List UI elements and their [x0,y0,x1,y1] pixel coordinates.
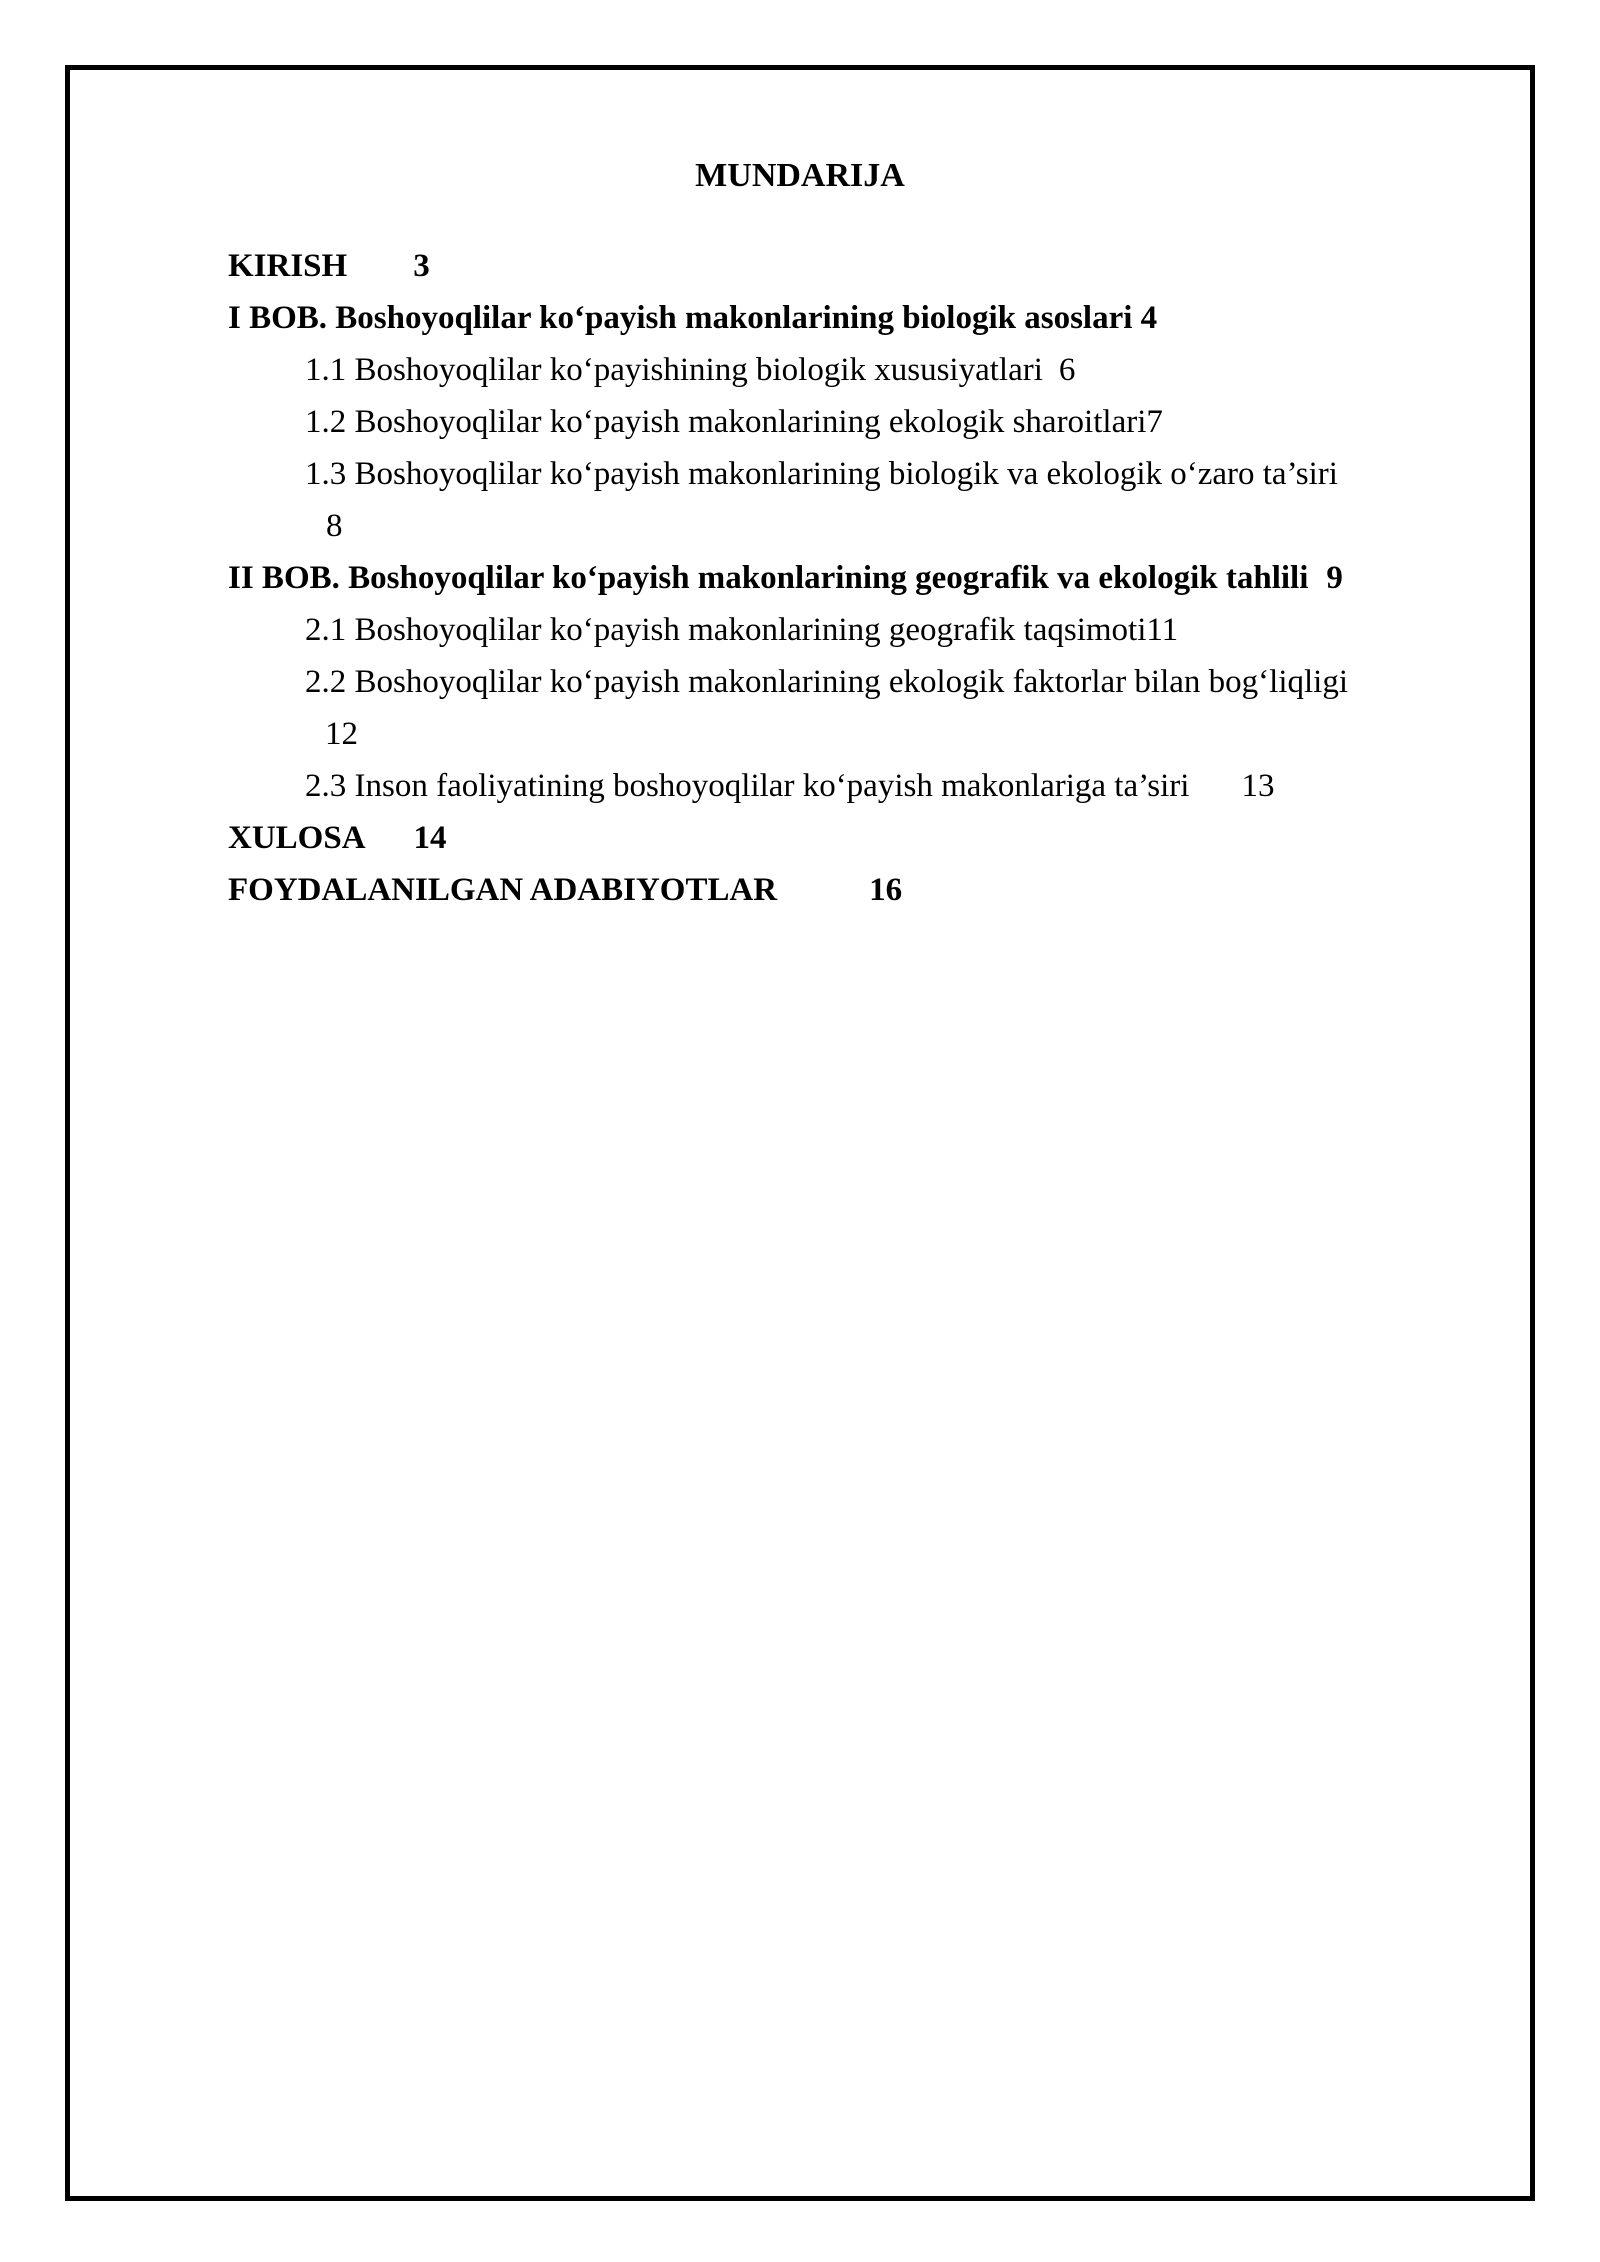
toc-entry-label: II BOB. Boshoyoqlilar ko‘payish makonlarining geografik va ekologik tahlili [228,560,1309,596]
toc-entry-page: 14 [413,820,447,856]
toc-entry-label: XULOSA [228,820,366,856]
page-title: MUNDARIJA [695,157,905,194]
toc-entry-page: 7 [1146,404,1163,440]
toc-entry-page: 11 [1146,612,1179,648]
toc-entry-2-1[interactable] [228,604,1428,656]
toc-entry-2-2-page: 12 [325,716,358,752]
toc-entry-1-3-page: 8 [326,508,343,544]
toc-entry-adabiyotlar[interactable] [228,864,1428,916]
toc-entry-label: 2.1 Boshoyoqlilar ko‘payish makonlarining geografik taqsimoti [305,612,1147,648]
toc-entry-page: 13 [1241,768,1275,804]
toc-entry-page: 4 [1140,300,1158,336]
toc-entry-label: 1.2 Boshoyoqlilar ko‘payish makonlarining ekologik sharoitlari [305,404,1147,440]
toc-entry-1-3[interactable] [228,448,1428,500]
toc-entry-2-2[interactable] [228,656,1428,708]
toc-entry-label: 1.1 Boshoyoqlilar ko‘payishining biologik xususiyatlari [305,352,1043,388]
toc-entry-label: FOYDALANILGAN ADABIYOTLAR [228,872,778,908]
toc-entry-page: 16 [869,872,903,908]
table-of-contents [228,240,1428,916]
toc-entry-label: 2.3 Inson faoliyatining boshoyoqlilar ko‘payish makonlariga ta’siri [305,768,1190,804]
toc-entry-page: 3 [413,248,430,284]
toc-entry-bob1[interactable] [228,292,1428,344]
toc-entry-label: I BOB. Boshoyoqlilar ko‘payish makonlarining biologik asoslari [228,300,1133,336]
toc-entry-label: KIRISH [228,248,348,284]
toc-entry-2-3[interactable] [228,760,1428,812]
toc-entry-label: 2.2 Boshoyoqlilar ko‘payish makonlarining ekologik faktorlar bilan bog‘liqligi [305,664,1348,700]
toc-entry-kirish[interactable] [228,240,1428,292]
toc-entry-xulosa[interactable] [228,812,1428,864]
toc-entry-bob2[interactable] [228,552,1428,604]
toc-entry-page: 9 [1326,560,1343,596]
toc-entry-label: 1.3 Boshoyoqlilar ko‘payish makonlarining biologik va ekologik o‘zaro ta’siri [305,456,1338,492]
toc-entry-page: 6 [1058,352,1076,388]
toc-entry-1-1[interactable] [228,344,1428,396]
toc-entry-1-2[interactable] [228,396,1428,448]
